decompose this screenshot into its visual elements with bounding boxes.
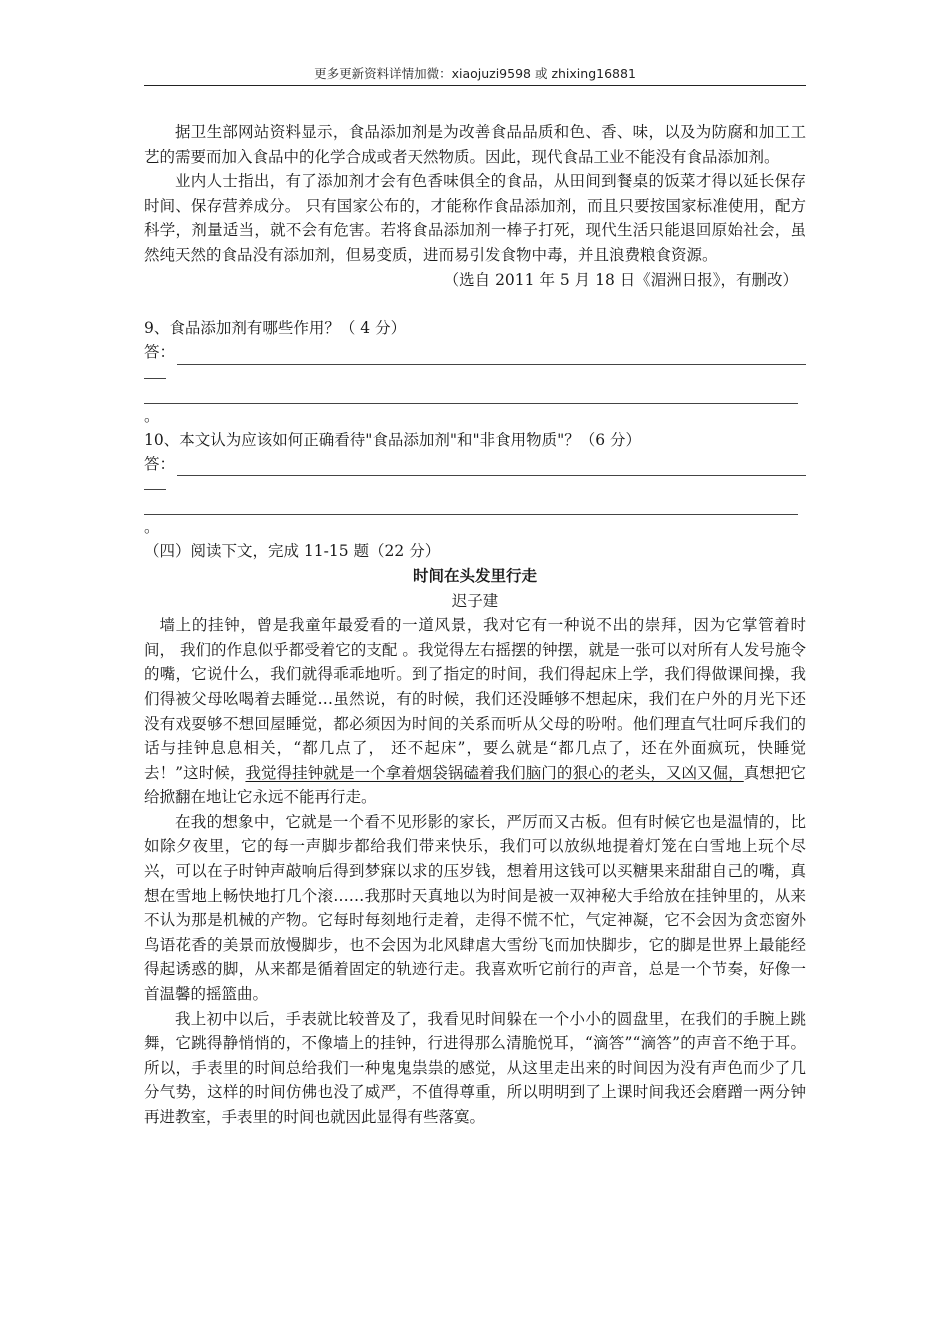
- question-9-prompt: 9、食品添加剂有哪些作用？（ 4 分）: [144, 319, 407, 338]
- header-divider: [144, 85, 806, 86]
- answer-line-continuation: [144, 365, 166, 379]
- essay-text: 真想把它给掀翻在地让它永远不能再行走。: [144, 763, 806, 807]
- answer-line-continuation: [144, 476, 166, 490]
- answer-blank[interactable]: [177, 463, 806, 476]
- question-10-answer-line[interactable]: [144, 452, 806, 476]
- essay-text: 墙上的挂钟，曾是我童年最爱看的一道风景，我对它有一种说不出的崇拜，因为它掌管着时间， 我们的作息似乎都受着它的支配 。我觉得左右摇摆的钟摆，就是一张可以对所有人发号施令的嘴，它说什么，我们就得乖乖地听。到了指定的时间，我们得起床上学，我们得做课间操，我们得被父母吆喝着去睡觉…虽然说，有的时候，我们还没睡够不想起床，我们在户外的月光下还没有戏耍够不想回屋睡觉，都必须因为时间的关系而听从父母的吩咐。他们理直气壮呵斥我们的话与挂钟息息相关，“都几点了， 还不起床”，要么就是“都几点了，还在外面疯玩，快睡觉去！”这时候，: [144, 616, 806, 782]
- answer-end-mark: 。: [144, 406, 160, 425]
- essay-paragraph: 在我的想象中，它就是一个看不见形影的家长，严厉而又古板。但有时候它也是温情的，比如除夕夜里，它的每一声脚步都给我们带来快乐，我们可以放纵地提着灯笼在白雪地上玩个尽兴，可以在子时钟声敲响后得到梦寐以求的压岁钱，想着用这钱可以买糖果来甜甜自己的嘴，真想在雪地上畅快地打几个滚……我那时天真地以为时间是被一双神秘大手给放在挂钟里的，从来不认为那是机械的产物。它每时每刻地行走着，走得不慌不忙，气定神凝，它不会因为贪恋窗外鸟语花香的美景而放慢脚步，也不会因为北风肆虐大雪纷飞而加快脚步，它的脚是世界上最能经得起诱惑的脚，从来都是循着固定的轨迹行走。我喜欢听它前行的声音，总是一个节奏，好像一首温馨的摇篮曲。: [144, 812, 806, 1004]
- passage-paragraph: 业内人士指出，有了添加剂才会有色香味俱全的食品，从田间到餐桌的饭菜才得以延长保存时间、保存营养成分。 只有国家公布的，才能称作食品添加剂，而且只要按国家标准使用，配方科学，剂量适当，就不会有危害。若将食品添加剂一棒子打死，现代生活只能退回原始社会，虽然纯天然的食品没有添加剂，但易变质，进而易引发食物中毒，并且浪费粮食资源。: [144, 172, 806, 264]
- question-9-answer-line[interactable]: [144, 341, 806, 365]
- essay-paragraph: 我上初中以后，手表就比较普及了，我看见时间躲在一个小小的圆盘里，在我们的手腕上跳舞，它跳得静悄悄的，不像墙上的挂钟，行进得那么清脆悦耳，“滴答”“滴答”的声音不绝于耳。所以，手表里的时间总给我们一种鬼鬼祟祟的感觉，从这里走出来的时间因为没有声色而少了几分气势，这样的时间仿佛也没了威严，不值得尊重，所以明明到了上课时间我还会磨蹭一两分钟再进教室，手表里的时间也就因此显得有些落寞。: [144, 1009, 806, 1126]
- section-heading: （四）阅读下文，完成 11-15 题（22 分）: [144, 542, 441, 561]
- answer-end-mark: 。: [144, 518, 160, 537]
- answer-blank-line[interactable]: [144, 390, 798, 404]
- essay-author: 迟子建: [451, 591, 499, 610]
- essay-paragraph: [144, 613, 806, 810]
- answer-label: 答：: [144, 343, 176, 362]
- essay-title: 时间在头发里行走: [412, 566, 537, 585]
- answer-label: 答：: [144, 454, 176, 473]
- underlined-sentence: 我觉得挂钟就是一个拿着烟袋锅磕着我们脑门的狠心的老头，又凶又倔，: [245, 763, 744, 782]
- passage-paragraph: 据卫生部网站资料显示，食品添加剂是为改善食品品质和色、香、味，以及为防腐和加工工艺的需要而加入食品中的化学合成或者天然物质。因此，现代食品工业不能没有食品添加剂。: [144, 123, 806, 166]
- passage-source: （选自 2011 年 5 月 18 日《湄洲日报》，有删改）: [443, 270, 798, 289]
- answer-blank-line[interactable]: [144, 501, 798, 515]
- answer-blank[interactable]: [177, 352, 806, 365]
- question-10-prompt: 10、本文认为应该如何正确看待"食品添加剂"和"非食用物质"？（6 分）: [144, 430, 642, 449]
- page-header: 更多更新资料详情加微：xiaojuzi9598 或 zhixing16881: [314, 66, 636, 81]
- document-body: [144, 120, 806, 1130]
- spacer: [144, 292, 806, 316]
